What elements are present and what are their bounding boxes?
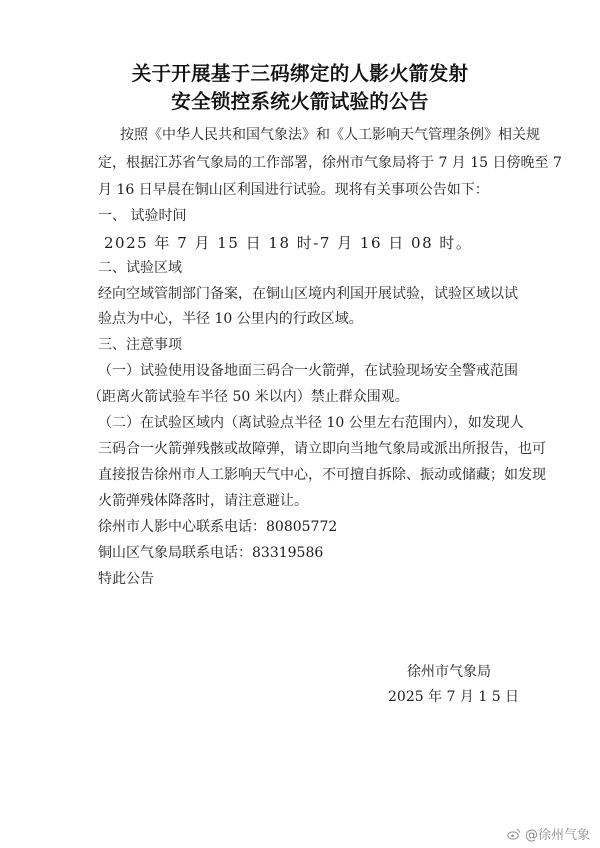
section3-item2-line-2: 三码合一火箭弹残骸或故障弹，请立即向当地气象局或派出所报告，也可 — [98, 441, 546, 457]
section1-content: 2025 年 7 月 15 日 18 时-7 月 16 日 08 时。 — [104, 234, 473, 252]
section3-item1-line-1: （一）试验使用设备地面三码合一火箭弹，在试验现场安全警戒范围 — [98, 363, 518, 379]
contact-line-1: 徐州市人影中心联系电话：80805772 — [98, 519, 338, 535]
intro-line-3: 月 16 日早晨在铜山区利国进行试验。现将有关事项公告如下： — [98, 182, 489, 198]
weibo-icon — [507, 828, 521, 840]
title-line-2: 安全锁控系统火箭试验的公告 — [171, 90, 429, 113]
closing-text: 特此公告 — [98, 571, 154, 587]
intro-line-1: 按照《中华人民共和国气象法》和《人工影响天气管理条例》相关规 — [120, 127, 540, 143]
section3-heading: 三、注意事项 — [98, 337, 182, 353]
section2-heading: 二、试验区域 — [98, 260, 182, 276]
section3-item2-line-1: （二）在试验区域内（离试验点半径 10 公里左右范围内），如发现人 — [98, 415, 524, 431]
watermark-text: @徐州气象 — [524, 828, 590, 843]
weibo-watermark — [507, 824, 590, 843]
intro-line-2: 定，根据江苏省气象局的工作部署，徐州市气象局将于 7 月 15 日傍晚至 7 — [98, 155, 562, 171]
section3-item1-line-2: （距离火箭试验车半径 50 米以内）禁止群众围观。 — [88, 389, 409, 405]
section3-item2-line-4: 火箭弹残体降落时，请注意避让。 — [98, 493, 308, 509]
signature-org: 徐州市气象局 — [407, 664, 491, 680]
section2-line-1: 经向空域管制部门备案，在铜山区境内利国开展试验，试验区域以试 — [98, 286, 518, 302]
contact-line-2: 铜山区气象局联系电话：83319586 — [98, 545, 324, 561]
title-line-1: 关于开展基于三码绑定的人影火箭发射 — [131, 62, 469, 85]
section2-line-2: 验点为中心，半径 10 公里内的行政区域。 — [98, 311, 363, 327]
section3-item2-line-3: 直接报告徐州市人工影响天气中心，不可擅自拆除、振动或储藏；如发现 — [98, 467, 546, 483]
section1-heading: 一、 试验时间 — [98, 208, 187, 224]
signature-date: 2025 年 7 月 1 5 日 — [388, 689, 520, 705]
